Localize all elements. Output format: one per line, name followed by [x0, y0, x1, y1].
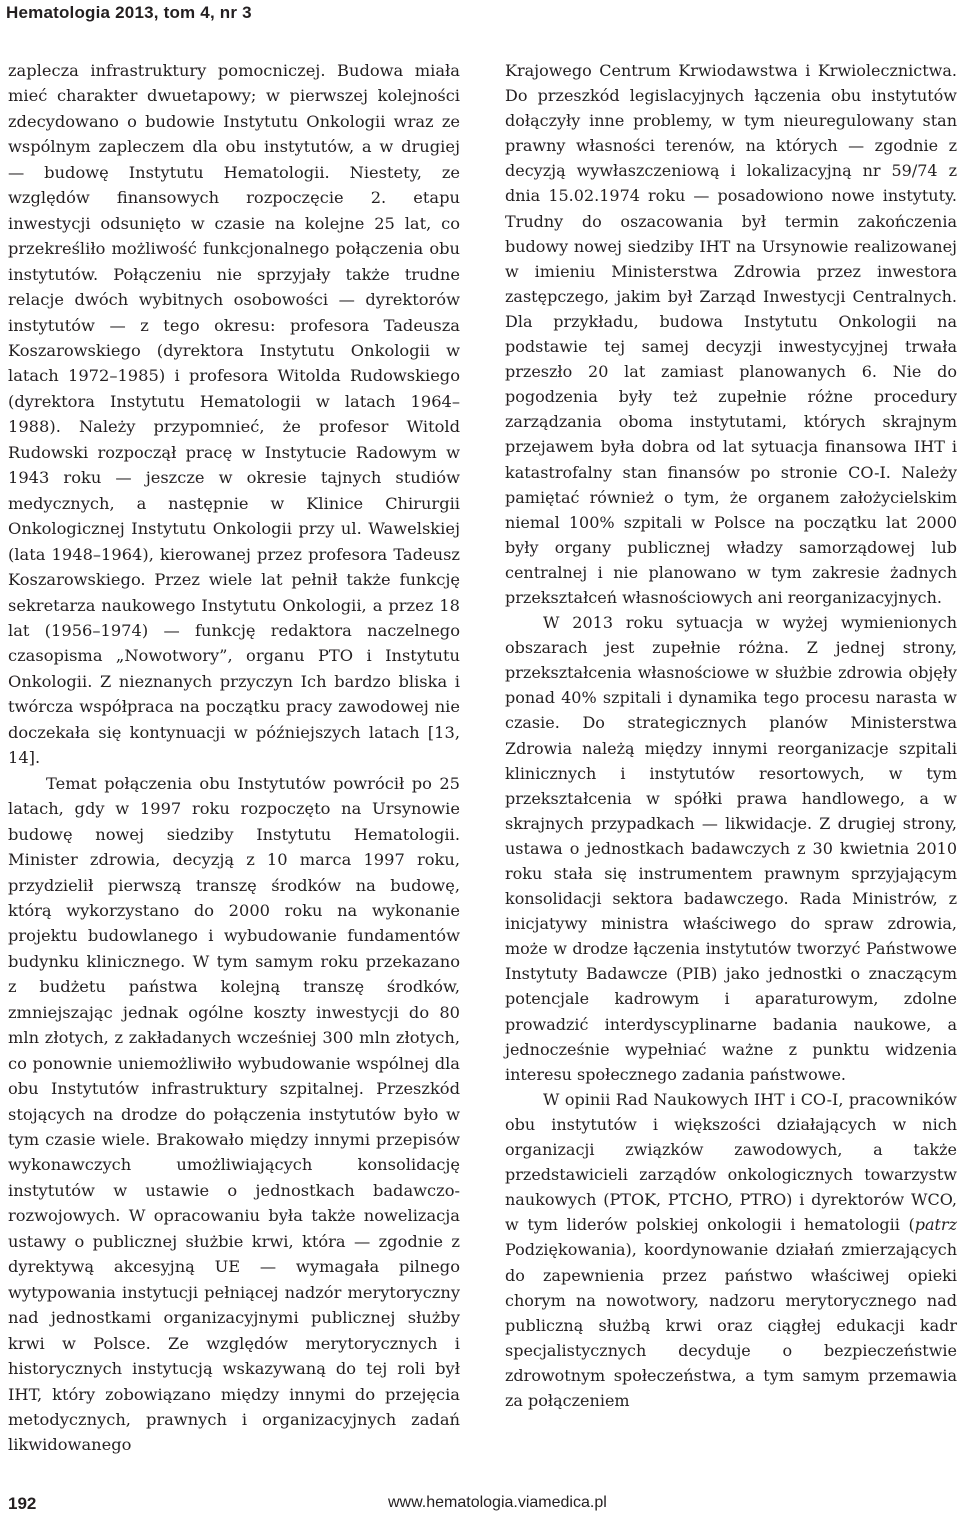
paragraph: W 2013 roku sytuacja w wyżej wymienionych obszarach jest zupełnie różna. Z jednej strony, przekształcenia własnościowe w służbie zdrowia objęły ponad 40% szpitali i dynamika tego procesu narasta w czasie. Do strategicznych planów Ministerstwa Zdrowia należą między innymi reorganizacje szpitali klinicznych i instytutów resortowych, w tym przekształcenia w spółki prawa handlowego, a w skrajnych przypadkach — likwidacje. Z drugiej strony, ustawa o jednostkach badawczych z 30 kwietnia 2010 roku stała się instrumentem prawnym sprzyjającym konsolidacji sektora badawczego. Rada Ministrów, z inicjatywy ministra właściwego do spraw zdrowia, może w drodze łączenia instytutów tworzyć Państwowe Instytuty Badawcze (PIB) jako jednostki o znaczącym potencjale kadrowym i aparaturowym, zdolne prowadzić interdyscyplinarne badania naukowe, a jednocześnie wypełniać ważne z punktu widzenia interesu społecznego zadania państwowe. — [505, 613, 957, 1084]
text-run: Podziękowania), koordynowanie działań zmierzających do zapewnienia przez państwo właściwej opieki chorym na nowotwory, nadzoru merytorycznego nad publiczną służbą krwi oraz ciągłej edukacji kadr specjalistycznych decyduje o bezpieczeństwie zdrowotnym społeczeństwa, a tym samym przemawia za połączeniem — [505, 1240, 957, 1410]
italic-text: patrz — [914, 1215, 957, 1235]
left-column — [8, 58, 460, 1458]
paragraph: Temat połączenia obu Instytutów powrócił po 25 latach, gdy w 1997 roku rozpoczęto na Ursynowie budowę nowej siedziby Instytutu Hematologii. Minister zdrowia, decyzją z 10 marca 1997 roku, przydzielił pierwszą transzę środków na budowę, którą wykorzystano do 2000 roku na wykonanie projektu budowlanego i wybudowanie fundamentów budynku klinicznego. W tym samym roku przekazano z budżetu państwa kolejną transzę środków, zmniejszając jednak ogólne koszty inwestycji do 80 mln złotych, z zakładanych wcześniej 300 mln złotych, co ponownie uniemożliwiło wybudowanie wspólnej dla obu Instytutów infrastruktury szpitalnej. Przeszkód stojących na drodze do połączenia instytutów było w tym czasie wiele. Brakowało między innymi przepisów wykonawczych umożliwiających konsolidację instytutów w ustawie o jednostkach badawczo-rozwojowych. W opracowaniu była także nowelizacja ustawy o publicznej służbie krwi, która — zgodnie z dyrektywą akcesyjną UE — wymagała pilnego wytypowania instytucji pełniącej nadzór merytoryczny nad jednostkami organizacyjnymi publicznej służby krwi w Polsce. Ze względów merytorycznych i historycznych instytucją wskazywaną do tej roli był IHT, który zobowiązano między innymi do przejęcia metodycznych, prawnych i organizacyjnych zadań likwidowanego — [8, 773, 460, 1455]
paragraph: Krajowego Centrum Krwiodawstwa i Krwiolecznictwa. Do przeszkód legislacyjnych łączenia obu instytutów dołączyły inne problemy, w tym nieuregulowany stan prawny własności terenów, na których — zgodnie z decyzją wywłaszczeniową i lokalizacyjną nr 59/74 z dnia 15.02.1974 roku — posadowiono nowe instytuty. Trudny do oszacowania był termin zakończenia budowy nowej siedziby IHT na Ursynowie realizowanej w imieniu Ministerstwa Zdrowia przez inwestora zastępczego, jakim był Zarząd Inwestycji Centralnych. Dla przykładu, budowa Instytutu Onkologii na podstawie tej samej decyzji inwestycyjnej trwała przeszło 20 lat zamiast planowanych 6. Nie do pogodzenia były też zupełnie różne procedury zarządzania oboma instytutami, których skrajnym przejawem była dobra od lat sytuacja finansowa IHT i katastrofalny stan finansów po stronie CO-I. Należy pamiętać również o tym, że organem założycielskim niemal 100% szpitali w Polsce na początku lat 2000 były organy publicznej władzy samorządowej lub centralnej i nie planowano w tym zakresie żadnych przekształceń własnościowych ani reorganizacyjnych. — [505, 61, 957, 607]
footer-url: www.hematologia.viamedica.pl — [388, 1494, 607, 1511]
paragraph: zaplecza infrastruktury pomocniczej. Budowa miała mieć charakter dwuetapowy; w pierwszej kolejności zdecydowano o budowie Instytutu Onkologii wraz ze wspólnym zapleczem dla obu instytutów, a w drugiej — budowę Instytutu Hematologii. Niestety, ze względów finansowych rozpoczęcie 2. etapu inwestycji odsunięto w czasie na kolejne 25 lat, co przekreśliło możliwość funkcjonalnego połączenia obu instytutów. Połączeniu nie sprzyjały także trudne relacje dwóch wybitnych osobowości — dyrektorów instytutów — z tego okresu: profesora Tadeusza Koszarowskiego (dyrektora Instytutu Onkologii w latach 1972–1985) i profesora Witolda Rudowskiego (dyrektora Instytutu Hematologii w latach 1964–1988). Należy przypomnieć, że profesor Witold Rudowski rozpoczął pracę w Instytucie Radowym w 1943 roku — jeszcze w okresie tajnych studiów medycznych, a następnie w Klinice Chirurgii Onkologicznej Instytutu Onkologii przy ul. Wawelskiej (lata 1948–1964), kierowanej przez profesora Tadeusz Koszarowskiego. Przez wiele lat pełnił także funkcję sekretarza naukowego Instytutu Onkologii, a przez 18 lat (1956–1974) — funkcję redaktora naczelnego czasopisma „Nowotwory”, organu PTO i Instytutu Onkologii. Z nieznanych przyczyn Ich bardzo bliska i twórcza współpraca na początku pracy zawodowej nie doczekała się kontynuacji w późniejszych latach [13, 14]. — [8, 61, 460, 768]
paragraph — [505, 1087, 957, 1413]
text-run: W opinii Rad Naukowych IHT i CO-I, pracowników obu instytutów i większości działających w nich organizacji związków zawodowych, a także przedstawicieli zarządów onkologicznych towarzystw naukowych (PTOK, PTCHO, PTRO) i dyrektorów WCO, w tym liderów polskiej onkologii i hematologii ( — [505, 1089, 957, 1235]
right-column — [505, 58, 957, 1413]
page-number: 192 — [8, 1494, 37, 1513]
journal-header: Hematologia 2013, tom 4, nr 3 — [6, 3, 252, 22]
